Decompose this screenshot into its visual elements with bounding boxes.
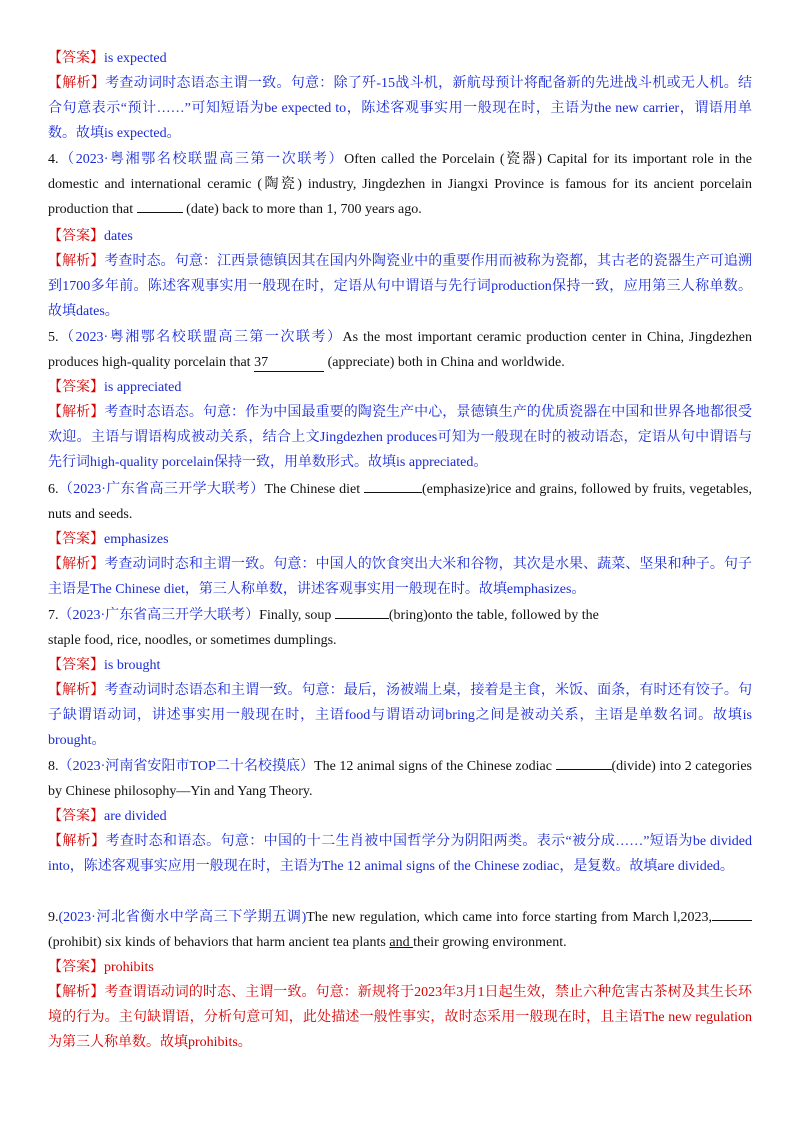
analysis-paragraph bbox=[48, 980, 752, 1055]
analysis-tag: 【解析】 bbox=[48, 254, 105, 269]
answer-blank: 37 bbox=[254, 355, 324, 372]
answer-tag: 【答案】 bbox=[48, 51, 104, 66]
answer-tag: 【答案】 bbox=[48, 658, 104, 673]
answer-line bbox=[48, 653, 752, 678]
question-text-end: (emphasize)rice and grains, followed by fruits, vegetables, nuts and seeds. bbox=[48, 482, 752, 522]
question-number: 9. bbox=[48, 910, 59, 925]
question-9 bbox=[48, 905, 752, 955]
answer-line bbox=[48, 804, 752, 829]
answer-text: is expected bbox=[104, 51, 167, 66]
analysis-text: 考查时态和语态。句意：中国的十二生肖被中国哲学分为阴阳两类。表示“被分成……”短语为be divided into，陈述客观事实应用一般现在时，主语为The 12 animal signs of the Chinese zodiac，是复数。故填are divided。 bbox=[48, 834, 752, 874]
question-7 bbox=[48, 603, 608, 653]
answer-text: is brought bbox=[104, 658, 161, 673]
question-number: 5. bbox=[48, 330, 59, 345]
answer-tag: 【答案】 bbox=[48, 960, 104, 975]
answer-blank bbox=[335, 618, 389, 619]
question-6 bbox=[48, 477, 752, 527]
answer-tag: 【答案】 bbox=[48, 809, 104, 824]
question-source: （2023·广东省高三开学大联考） bbox=[58, 608, 260, 623]
answer-line bbox=[48, 527, 752, 552]
answer-text: are divided bbox=[104, 809, 167, 824]
analysis-tag: 【解析】 bbox=[48, 76, 106, 91]
question-source: （2023·广东省高三开学大联考） bbox=[58, 482, 265, 497]
question-text: The 12 animal signs of the Chinese zodiac bbox=[314, 759, 556, 774]
analysis-tag: 【解析】 bbox=[48, 683, 105, 698]
analysis-paragraph bbox=[48, 249, 752, 324]
analysis-paragraph bbox=[48, 400, 752, 475]
analysis-paragraph bbox=[48, 552, 752, 602]
answer-line bbox=[48, 46, 752, 71]
answer-blank bbox=[137, 212, 183, 213]
question-number: 4. bbox=[48, 152, 59, 167]
question-text-end: (bring)onto the table, followed by the staple food, rice, noodles, or sometimes dumplings. bbox=[48, 608, 599, 648]
question-text: Finally, soup bbox=[259, 608, 335, 623]
question-text-end: their growing environment. bbox=[413, 935, 567, 950]
answer-blank bbox=[364, 492, 422, 493]
answer-text: emphasizes bbox=[104, 532, 169, 547]
answer-text: is appreciated bbox=[104, 380, 182, 395]
analysis-tag: 【解析】 bbox=[48, 985, 105, 1000]
analysis-tag: 【解析】 bbox=[48, 557, 105, 572]
question-number: 7. bbox=[48, 608, 59, 623]
question-text-mid: (prohibit) six kinds of behaviors that harm ancient tea plants bbox=[48, 935, 390, 950]
question-source: （2023·粤湘鄂名校联盟高三第一次联考） bbox=[58, 152, 345, 167]
answer-tag: 【答案】 bbox=[48, 229, 104, 244]
answer-line bbox=[48, 955, 752, 980]
question-5 bbox=[48, 325, 752, 375]
question-number: 8. bbox=[48, 759, 59, 774]
analysis-text: 考查动词时态和主谓一致。句意：中国人的饮食突出大米和谷物，其次是水果、蔬菜、坚果和种子。句子主语是The Chinese diet，第三人称单数，讲述客观事实用一般现在时。故填emphasizes。 bbox=[48, 557, 752, 597]
question-text: The Chinese diet bbox=[264, 482, 364, 497]
answer-text: prohibits bbox=[104, 960, 154, 975]
question-text: As the most important ceramic production center in China, Jingdezhen produces high-quality porcelain that bbox=[48, 330, 752, 370]
analysis-text: 考查时态。句意：江西景德镇因其在国内外陶瓷业中的重要作用而被称为瓷都，其古老的瓷器生产可追溯到1700多年前。陈述客观事实用一般现在时，定语从句中谓语与先行词production保持一致，应用第三人称单数。故填dates。 bbox=[48, 254, 752, 319]
answer-tag: 【答案】 bbox=[48, 380, 104, 395]
analysis-text: 考查动词时态语态和主谓一致。句意：最后，汤被端上桌，接着是主食，米饭、面条，有时还有饺子。句子缺谓语动词，讲述事实用一般现在时，主语food与谓语动词bring之间是被动关系，主语是单数名词。故填is brought。 bbox=[48, 683, 752, 748]
question-text: Often called the Porcelain (瓷器) Capital for its important role in the domestic and international ceramic (陶瓷) industry, Jingdezhen in Jiangxi Province is famous for its ancient porcelain production that bbox=[48, 152, 752, 217]
analysis-text: 考查时态语态。句意：作为中国最重要的陶瓷生产中心，景德镇生产的优质瓷器在中国和世界各地都很受欢迎。主语与谓语构成被动关系，结合上文Jingdezhen produces可知为一般现在时的被动语态，定语从句中谓语与先行词high-quality porcelain保持一致，用单数形式。故填is appreciated。 bbox=[48, 405, 752, 470]
underlined-word: and bbox=[389, 935, 414, 950]
answer-blank bbox=[556, 769, 612, 770]
question-text-end: (appreciate) both in China and worldwide. bbox=[324, 355, 565, 370]
question-source: （2023·河南省安阳市TOP二十名校摸底） bbox=[58, 759, 315, 774]
analysis-text: 考查谓语动词的时态、主谓一致。句意：新规将于2023年3月1日起生效，禁止六种危害古茶树及其生长环境的行为。主句缺谓语，分析句意可知，此处描述一般性事实，故时态采用一般现在时，且主语The new regulation为第三人称单数。故填prohibits。 bbox=[48, 985, 752, 1050]
question-number: 6. bbox=[48, 482, 59, 497]
answer-tag: 【答案】 bbox=[48, 532, 104, 547]
question-text: The new regulation, which came into force starting from March l,2023, bbox=[306, 910, 712, 925]
analysis-tag: 【解析】 bbox=[48, 405, 105, 420]
question-text-end: (date) back to more than 1, 700 years ago. bbox=[182, 202, 422, 217]
answer-line bbox=[48, 224, 752, 249]
analysis-text: 考查动词时态语态主谓一致。句意：除了歼-15战斗机，新航母预计将配备新的先进战斗机或无人机。结合句意表示“预计……”可知短语为be expected to，陈述客观事实用一般现在时，主语为the new carrier，谓语用单数。故填is expected。 bbox=[48, 76, 753, 141]
analysis-paragraph bbox=[48, 829, 752, 879]
question-source: （2023·粤湘鄂名校联盟高三第一次联考） bbox=[58, 330, 343, 345]
question-4 bbox=[48, 147, 752, 222]
question-text-end: (divide) into 2 categories by Chinese philosophy—Yin and Yang Theory. bbox=[48, 759, 752, 799]
answer-line bbox=[48, 375, 752, 400]
analysis-tag: 【解析】 bbox=[48, 834, 106, 849]
answer-text: dates bbox=[104, 229, 133, 244]
analysis-paragraph bbox=[48, 678, 752, 753]
answer-blank bbox=[712, 920, 752, 921]
question-source: (2023·河北省衡水中学高三下学期五调) bbox=[58, 910, 307, 925]
analysis-paragraph bbox=[48, 71, 752, 146]
question-8 bbox=[48, 754, 752, 804]
